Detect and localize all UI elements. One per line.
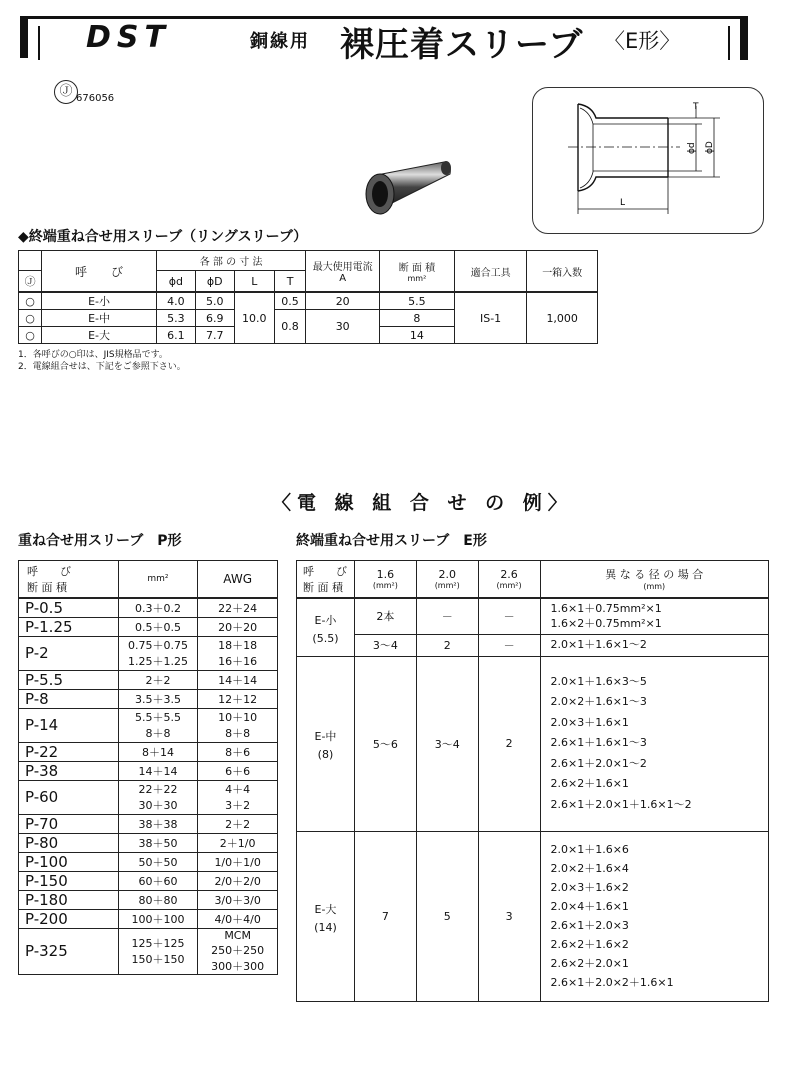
row-name: P-38: [19, 761, 119, 780]
cell-T: 0.5: [274, 292, 306, 310]
header-1-6: 1.6 (mm²): [354, 561, 416, 598]
cell-awg: 14＋14: [198, 670, 278, 689]
cell-2-0: 3〜4: [416, 656, 478, 831]
cell-current: 30: [306, 310, 380, 344]
cell-mm2: 38＋38: [118, 814, 198, 833]
cell-2-6: －: [478, 598, 540, 635]
row-name: P-100: [19, 852, 119, 871]
product-photo: [362, 160, 454, 220]
header-name: 呼 び 断 面 積: [19, 561, 119, 598]
table-row: [297, 635, 769, 657]
cell-awg: 1/0＋1/0: [198, 852, 278, 871]
combo-title: 〈電 線 組 合 せ の 例〉: [272, 492, 573, 514]
header-name: 呼 び: [42, 251, 157, 293]
cell-tool: IS-1: [454, 292, 527, 344]
row-name: P-8: [19, 689, 119, 708]
header-qty: 一箱入数: [527, 251, 598, 293]
row-name: E-大: [42, 327, 157, 344]
cell-diff: 2.0×1＋1.6×3〜5 2.0×2＋1.6×1〜3 2.0×3＋1.6×1 2.6×1＋1.6×1〜3 2.6×1＋2.0×1〜2 2.6×2＋1.6×1 2.6×1＋2.0×1＋1.6×1〜2: [540, 656, 769, 831]
table-row: [297, 831, 769, 1001]
table-header-row: [19, 561, 278, 598]
ring-sleeve-table: [18, 250, 598, 344]
cell-mm2: 8＋14: [118, 742, 198, 761]
cell-2-0: －: [416, 598, 478, 635]
cell-mm2: 0.75＋0.75 1.25＋1.25: [118, 636, 198, 670]
header-mm2: mm²: [118, 561, 198, 598]
cell-awg: 2＋1/0: [198, 833, 278, 852]
row-name: P-180: [19, 890, 119, 909]
jis-col-icon: Ⓙ: [19, 271, 42, 293]
cell-awg: 4/0＋4/0: [198, 909, 278, 928]
cell-2-0: 5: [416, 831, 478, 1001]
header-area: 断 面 積 mm²: [380, 251, 455, 293]
note-1: 1．各呼びの○印は、JIS規格品です。: [18, 350, 168, 360]
row-name: P-2: [19, 636, 119, 670]
cell-qty: 1,000: [527, 292, 598, 344]
row-name: P-14: [19, 708, 119, 742]
cell-area: 14: [380, 327, 455, 344]
cell-mm2: 0.3＋0.2: [118, 598, 198, 618]
row-name: P-22: [19, 742, 119, 761]
jis-mark: ○: [19, 327, 42, 344]
table-header-row: [297, 561, 769, 598]
label-d: ϕd: [687, 142, 697, 154]
sleeve-drawing: [560, 96, 750, 226]
table-row: [19, 871, 278, 890]
table-notes: [18, 349, 186, 373]
row-name: P-80: [19, 833, 119, 852]
table-row: [19, 780, 278, 814]
table-row: [19, 598, 278, 618]
cell-d: 6.1: [156, 327, 195, 344]
cell-mm2: 80＋80: [118, 890, 198, 909]
cell-d: 4.0: [156, 292, 195, 310]
table-row: [19, 852, 278, 871]
cell-D: 5.0: [195, 292, 234, 310]
cell-awg: 12＋12: [198, 689, 278, 708]
header-2-0: 2.0 (mm²): [416, 561, 478, 598]
cell-awg: 18＋18 16＋16: [198, 636, 278, 670]
table-row: [19, 292, 598, 310]
cell-awg: 2＋2: [198, 814, 278, 833]
row-name: P-1.25: [19, 617, 119, 636]
header-right-line: [728, 26, 730, 60]
cell-1-6: 2本: [354, 598, 416, 635]
row-name: P-200: [19, 909, 119, 928]
cell-mm2: 22＋22 30＋30: [118, 780, 198, 814]
cell-D: 7.7: [195, 327, 234, 344]
cell-awg: 4＋4 3＋2: [198, 780, 278, 814]
table-row: [19, 909, 278, 928]
table-row: [19, 708, 278, 742]
cell-2-6: －: [478, 635, 540, 657]
cell-L: 10.0: [234, 292, 274, 344]
note-2: 2．電線組合せは、下記をご参照下さい。: [18, 362, 186, 372]
table-row: [19, 617, 278, 636]
row-name: E-小 (5.5): [297, 598, 355, 657]
cell-2-6: 2: [478, 656, 540, 831]
label-l: L: [620, 198, 626, 208]
cell-mm2: 60＋60: [118, 871, 198, 890]
header-T: T: [274, 271, 306, 293]
header-phi-d: ϕd: [156, 271, 195, 293]
cell-diff: 2.0×1＋1.6×6 2.0×2＋1.6×4 2.0×3＋1.6×2 2.0×4＋1.6×1 2.6×1＋2.0×3 2.6×2＋1.6×2 2.6×2＋2.0×1 2.6×1＋2.0×2＋1.6×1: [540, 831, 769, 1001]
cell-current: 20: [306, 292, 380, 310]
cell-1-6: 5〜6: [354, 656, 416, 831]
jis-mark-icon: Ⓙ: [54, 80, 78, 104]
header-L: L: [234, 271, 274, 293]
header-left-bar: [20, 16, 28, 58]
cell-mm2: 125＋125 150＋150: [118, 928, 198, 974]
table-row: [19, 689, 278, 708]
label-D: ϕD: [705, 141, 715, 154]
cell-diff: 2.0×1＋1.6×1〜2: [540, 635, 769, 657]
table-row: [19, 890, 278, 909]
cell-awg: 8＋6: [198, 742, 278, 761]
header-phi-D: ϕD: [195, 271, 234, 293]
cell-awg: 22＋24: [198, 598, 278, 618]
header-right-bar: [740, 16, 748, 60]
cell-awg: 10＋10 8＋8: [198, 708, 278, 742]
e-sleeve-table: [296, 560, 769, 1002]
row-name: P-5.5: [19, 670, 119, 689]
p-table-title: 重ね合せ用スリーブ P形: [18, 533, 182, 549]
p-sleeve-table: [18, 560, 278, 975]
cell-mm2: 2＋2: [118, 670, 198, 689]
header-diff: 異 な る 径 の 場 合 (mm): [540, 561, 769, 598]
table-row: [19, 928, 278, 974]
header-left-line: [38, 26, 40, 60]
table-row: [19, 814, 278, 833]
section-title: ◆終端重ね合せ用スリーブ（リングスリーブ）: [18, 229, 308, 245]
row-name: P-0.5: [19, 598, 119, 618]
table-row: [19, 636, 278, 670]
row-name: P-150: [19, 871, 119, 890]
cell-1-6: 7: [354, 831, 416, 1001]
cell-mm2: 5.5＋5.5 8＋8: [118, 708, 198, 742]
header-name: 呼 び 断 面 積: [297, 561, 355, 598]
cell-area: 8: [380, 310, 455, 327]
cell-mm2: 50＋50: [118, 852, 198, 871]
cell-mm2: 38＋50: [118, 833, 198, 852]
cell-d: 5.3: [156, 310, 195, 327]
cell-awg: 20＋20: [198, 617, 278, 636]
row-name: E-中: [42, 310, 157, 327]
page-subtitle: 銅線用: [250, 31, 310, 52]
table-row: [297, 598, 769, 635]
header-tool: 適合工具: [454, 251, 527, 293]
cell-area: 5.5: [380, 292, 455, 310]
cell-1-6: 3〜4: [354, 635, 416, 657]
header-dims: 各 部 の 寸 法: [156, 251, 305, 271]
jis-mark: ○: [19, 292, 42, 310]
header-current: 最大使用電流 A: [306, 251, 380, 293]
table-row: [19, 761, 278, 780]
header-awg: AWG: [198, 561, 278, 598]
row-name: P-70: [19, 814, 119, 833]
cell-diff: 1.6×1＋0.75mm²×1 1.6×2＋0.75mm²×1: [540, 598, 769, 635]
row-name: E-小: [42, 292, 157, 310]
e-table-title: 終端重ね合せ用スリーブ E形: [296, 533, 487, 549]
jis-number: 676056: [76, 93, 115, 104]
cell-mm2: 100＋100: [118, 909, 198, 928]
cell-awg: 6＋6: [198, 761, 278, 780]
table-row: [19, 670, 278, 689]
label-t: T: [693, 102, 699, 112]
cell-awg: 3/0＋3/0: [198, 890, 278, 909]
cell-mm2: 3.5＋3.5: [118, 689, 198, 708]
cell-mm2: 0.5＋0.5: [118, 617, 198, 636]
brand-logo: DST: [86, 20, 171, 55]
jis-mark: ○: [19, 310, 42, 327]
row-name: P-60: [19, 780, 119, 814]
row-name: P-325: [19, 928, 119, 974]
header-2-6: 2.6 (mm²): [478, 561, 540, 598]
cell-D: 6.9: [195, 310, 234, 327]
cell-awg: MCM 250＋250 300＋300: [198, 928, 278, 974]
product-type: 〈E形〉: [604, 29, 681, 53]
cell-mm2: 14＋14: [118, 761, 198, 780]
cell-T: 0.8: [274, 310, 306, 344]
row-name: E-大 (14): [297, 831, 355, 1001]
page-title: 裸圧着スリーブ: [340, 25, 584, 65]
table-row: [19, 742, 278, 761]
table-row: [297, 656, 769, 831]
cell-awg: 2/0＋2/0: [198, 871, 278, 890]
table-header-row: [19, 251, 598, 271]
table-row: [19, 833, 278, 852]
cell-2-0: 2: [416, 635, 478, 657]
row-name: E-中 (8): [297, 656, 355, 831]
cell-2-6: 3: [478, 831, 540, 1001]
